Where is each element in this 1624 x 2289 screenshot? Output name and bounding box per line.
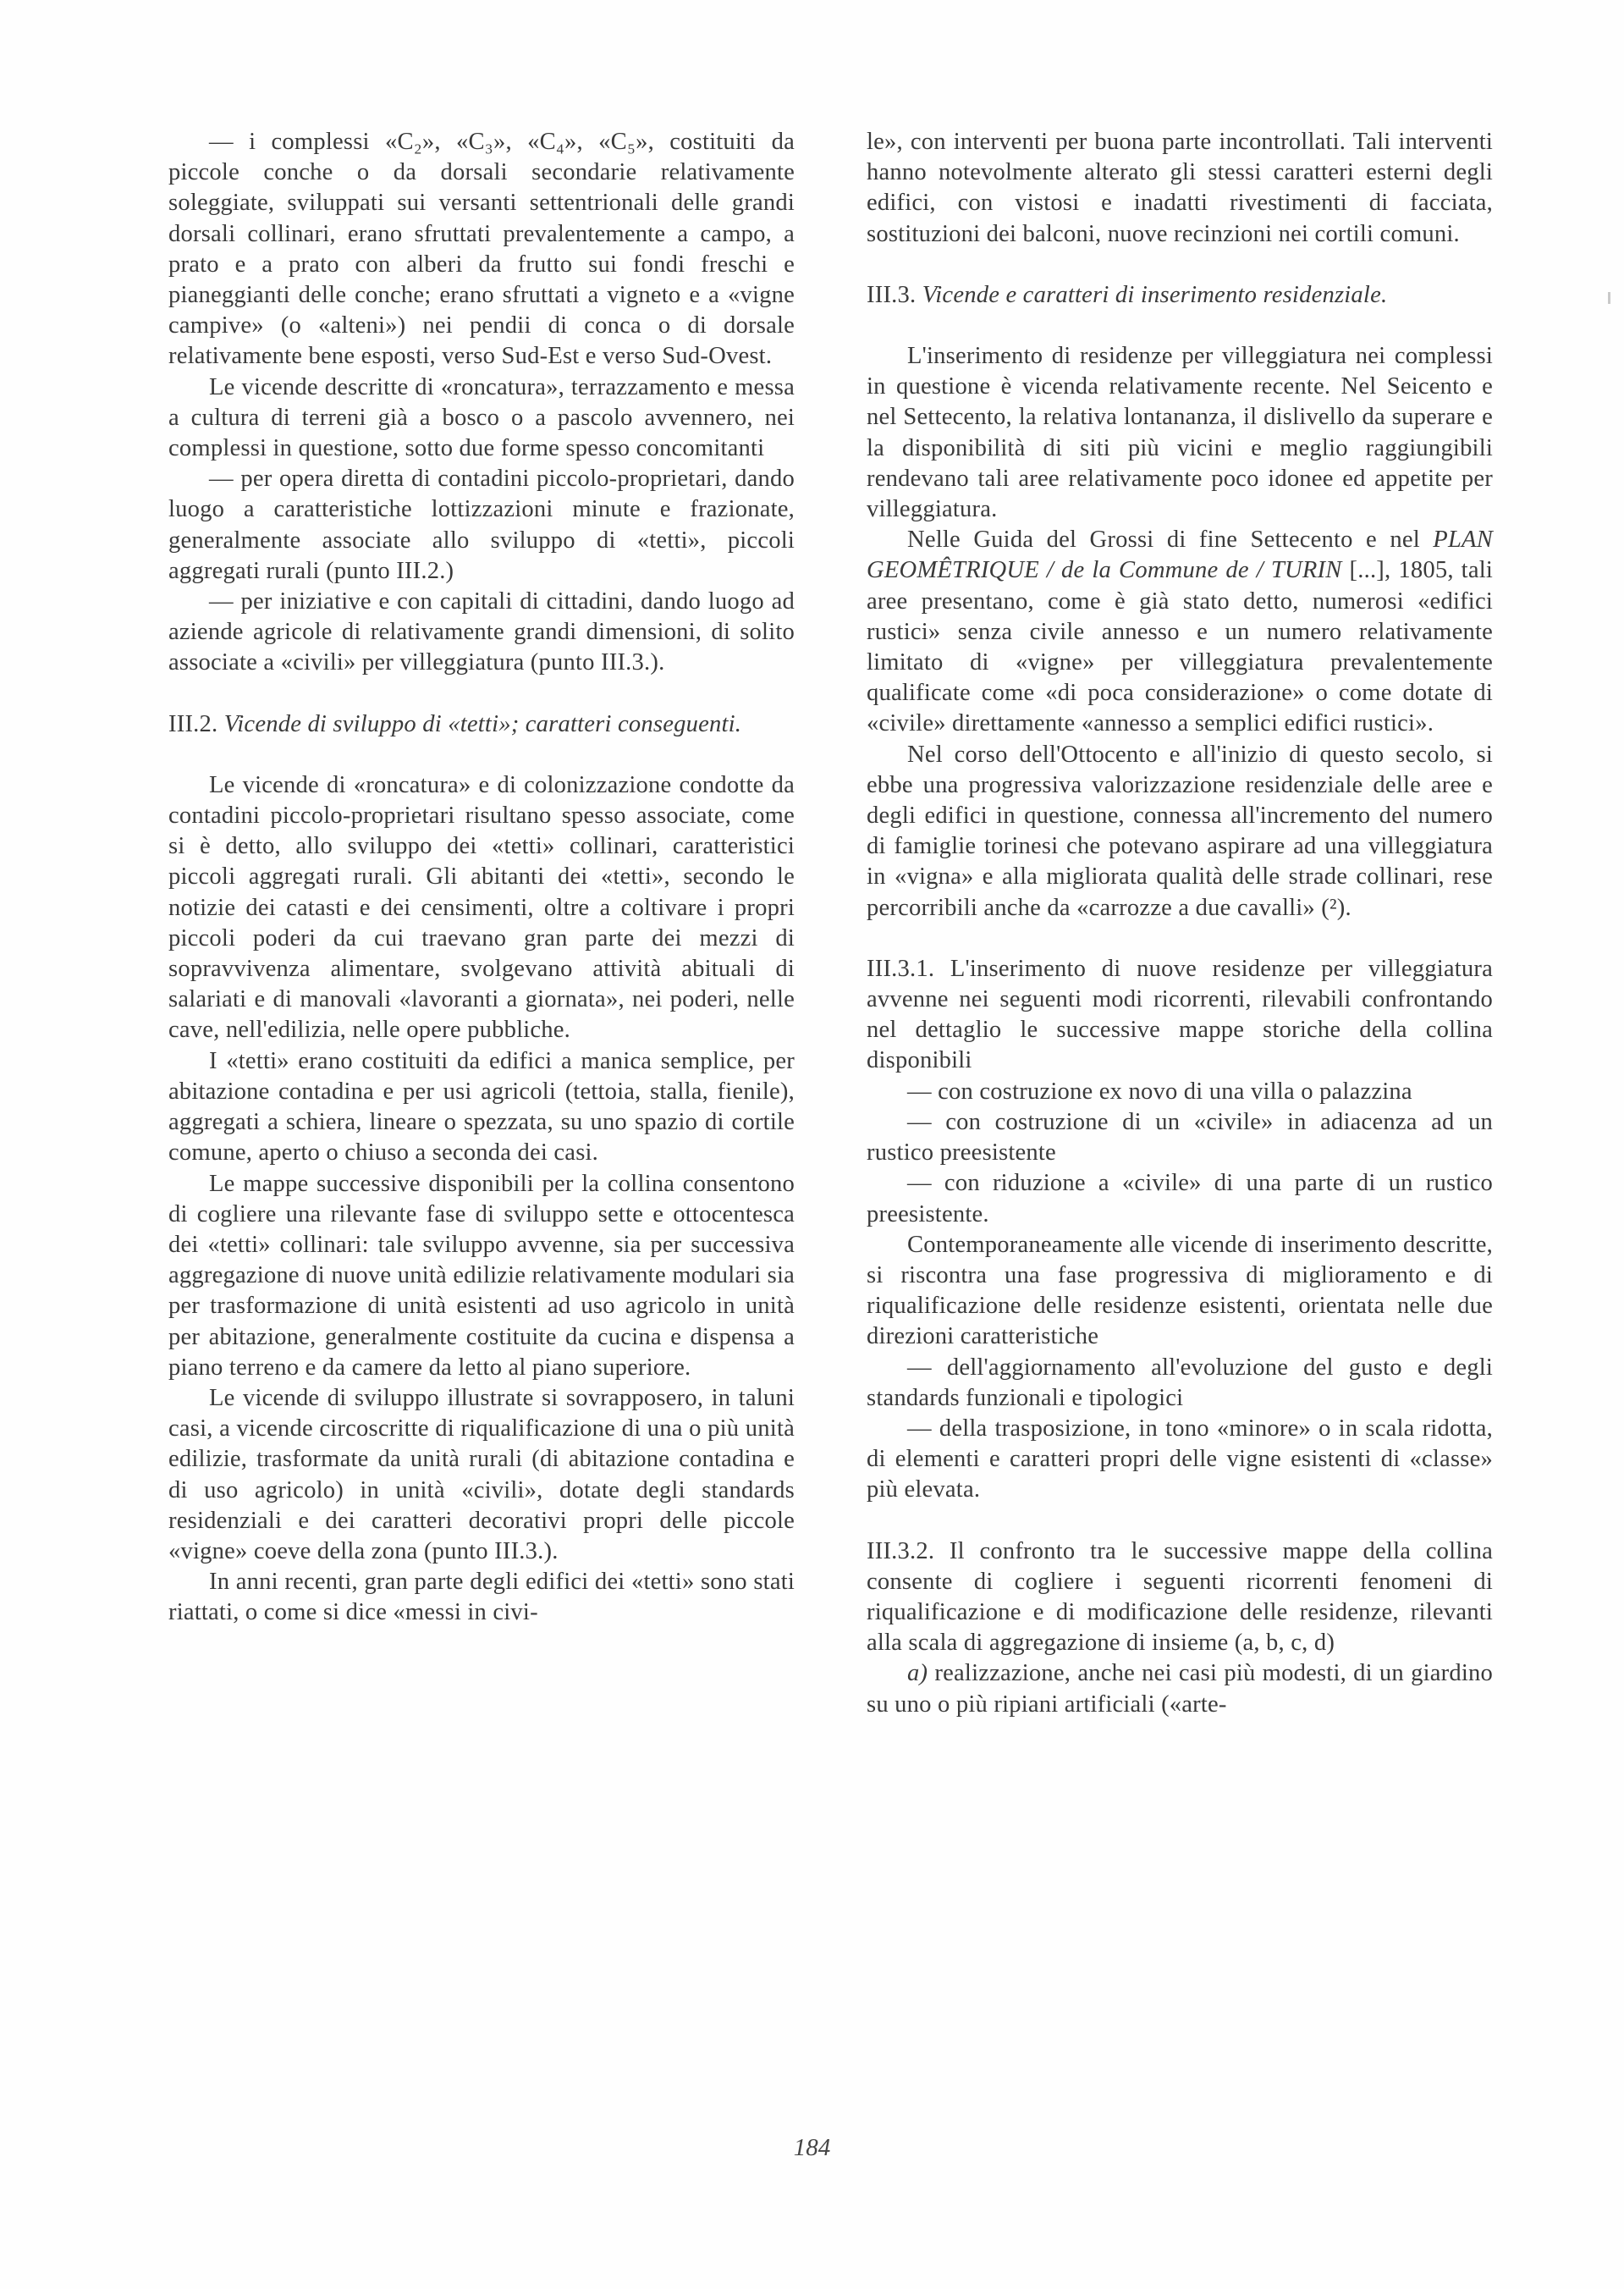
paragraph: In anni recenti, gran parte degli edifici dei «tetti» sono stati riattati, o come si dice «messi in civi-: [168, 1569, 795, 1626]
dash-item: — per iniziative e con capitali di cittadini, dando luogo ad aziende agricole di relativamente grandi dimensioni, di solito associate a «civili» per villeggiatura (punto III.3.).: [168, 588, 795, 676]
section-title: Vicende di sviluppo di «tetti»; caratteri conseguenti.: [223, 710, 742, 737]
spacer: [168, 740, 795, 770]
paragraph: Le mappe successive disponibili per la collina consentono di cogliere una rilevante fase di sviluppo sette e ottocentesca dei «tetti» collinari: tale sviluppo avvenne, sia per successiva aggregazione di nuove unità edilizie relativamente modulari sia per trasformazione di unità esistenti ad uso agricolo in unità per abitazione, generalmente costituite da cucina e dispensa a piano terreno e da camere da letto al piano superiore.: [168, 1170, 795, 1381]
paragraph: [867, 525, 1493, 739]
section-title: Vicende e caratteri di inserimento residenziale.: [922, 281, 1388, 308]
paragraph: I «tetti» erano costituiti da edifici a manica semplice, per abitazione contadina e per usi agricoli (tettoia, stalla, fienile), aggregati a schiera, lineare o spezzata, su uno spazio di cortile comune, aperto o chiuso a seconda dei casi.: [168, 1047, 795, 1167]
paragraph: Le vicende di sviluppo illustrate si sovrapposero, in taluni casi, a vicende circoscritte di riqualificazione di una o più unità edilizie, trasformate da unità rurali (di abitazione contadina e di uso agricolo) in unità «civili», dotate degli standards residenziali e dei caratteri decorativi propri delle piccole «vigne» coeve della zona (punto III.3.).: [168, 1384, 795, 1564]
numbered-paragraph: III.3.2. Il confronto tra le successive mappe della collina consente di cogliere i seguenti ricorrenti fenomeni di riqualificazione e di modificazione delle residenze, rilevanti alla scala di aggregazione di insieme (a, b, c, d): [867, 1537, 1493, 1657]
dash-item: — per opera diretta di contadini piccolo-proprietari, dando luogo a caratteristiche lottizzazioni minute e frazionate, generalmente associate allo sviluppo di «tetti», piccoli aggregati rurali (punto III.2.): [168, 466, 795, 584]
paragraph: L'inserimento di residenze per villeggiatura nei complessi in questione è vicenda relativamente recente. Nel Seicento e nel Settecento, la relativa lontananza, il dislivello da superare e la disponibilità di siti più vicini e meglio raggiungibili rendevano tali aree relativamente poco idonee ed appetite per villeggiatura.: [867, 343, 1493, 523]
section-heading: [867, 280, 1493, 311]
paragraph: Contemporaneamente alle vicende di inserimento descritte, si riscontra una fase progressiva di miglioramento e di riqualificazione delle residenze esistenti, orientata nelle due direzioni caratteristiche: [867, 1231, 1493, 1350]
section-number: III.2.: [168, 710, 218, 737]
section-heading: [168, 709, 795, 740]
paragraph-continuation: le», con interventi per buona parte incontrollati. Tali interventi hanno notevolmente alterato gli stessi caratteri esterni degli edifici, con vistosi e inadatti rivestimenti di facciata, sostituzioni dei balconi, nuove recinzioni nei cortili comuni.: [867, 129, 1493, 247]
text-run: Nelle Guida del Grossi di fine Settecento e nel: [907, 527, 1434, 554]
right-column: [867, 127, 1493, 1720]
text-run: realizzazione, anche nei casi più modesti, di un giardino su uno o più ripiani artificiali («arte-: [867, 1660, 1493, 1718]
dash-item: — i complessi «C₂», «C₃», «C₄», «C₅», costituiti da piccole conche o da dorsali secondarie relativamente soleggiate, sviluppati sui versanti settentrionali delle grandi dorsali collinari, erano sfruttati prevalentemente a campo, a prato e a prato con alberi da frutto sui fondi freschi e pianeggianti delle conche; erano sfruttati a vigneto e a «vigne campive» (o «alteni») nei pendii di conca o di dorsale relativamente bene esposti, verso Sud-Est e verso Sud-Ovest.: [168, 129, 795, 370]
italic-run: PLAN GEOMÊTRIQUE / de la Commune de / TURIN: [867, 527, 1493, 584]
paragraph: [867, 1658, 1493, 1719]
italic-run: a): [907, 1660, 928, 1687]
page-number: 184: [793, 2134, 831, 2161]
spacer: [867, 311, 1493, 341]
dash-item: — della trasposizione, in tono «minore» o in scala ridotta, di elementi e caratteri propri delle vigne esistenti di «classe» più elevata.: [867, 1415, 1493, 1503]
dash-item: — con riduzione a «civile» di una parte di un rustico preesistente.: [867, 1170, 1493, 1227]
section-number: III.3.: [867, 281, 917, 308]
paragraph: Le vicende descritte di «roncatura», terrazzamento e messa a cultura di terreni già a bosco o a pascolo avvennero, nei complessi in questione, sotto due forme spesso concomitanti: [168, 373, 795, 462]
numbered-paragraph: III.3.1. L'inserimento di nuove residenze per villeggiatura avvenne nei seguenti modi ricorrenti, rilevabili confrontando nel dettaglio le successive mappe storiche della collina disponibili: [867, 955, 1493, 1074]
text-run: [...], 1805, tali aree presentano, come è già stato detto, numerosi «edifici rustici» senza civile annesso e un numero relativamente limitato di «vigne» per villeggiatura prevalentemente qualificate come «di poca considerazione» o come dotate di «civile» direttamente «annesso a semplici edifici rustici».: [867, 557, 1494, 737]
paragraph: Nel corso dell'Ottocento e all'inizio di questo secolo, si ebbe una progressiva valorizzazione residenziale delle aree e degli edifici in questione, connessa all'incremento del numero di famiglie torinesi che potevano aspirare ad una villeggiatura in «vigna» e alla migliorata qualità delle strade collinari, rese percorribili anche da «carrozze a due cavalli» (²).: [867, 741, 1493, 921]
dash-item: — dell'aggiornamento all'evoluzione del gusto e degli standards funzionali e tipologici: [867, 1354, 1493, 1411]
dash-item: — con costruzione ex novo di una villa o palazzina: [907, 1078, 1412, 1105]
paragraph: Le vicende di «roncatura» e di colonizzazione condotte da contadini piccolo-proprietari risultano spesso associate, come si è detto, allo sviluppo dei «tetti» collinari, caratteristici piccoli aggregati rurali. Gli abitanti dei «tetti», secondo le notizie dei catasti e dei censimenti, oltre a coltivare i propri piccoli poderi da cui traevano gran parte dei mezzi di sopravvivenza alimentare, svolgevano attività abituali di salariati e di manovali «lavoranti a giornata», nei poderi, nelle cave, nell'edilizia, nelle opere pubbliche.: [168, 771, 795, 1044]
dash-item: — con costruzione di un «civile» in adiacenza ad un rustico preesistente: [867, 1108, 1493, 1167]
scan-mark: [1608, 292, 1610, 304]
left-column: [168, 127, 795, 1629]
